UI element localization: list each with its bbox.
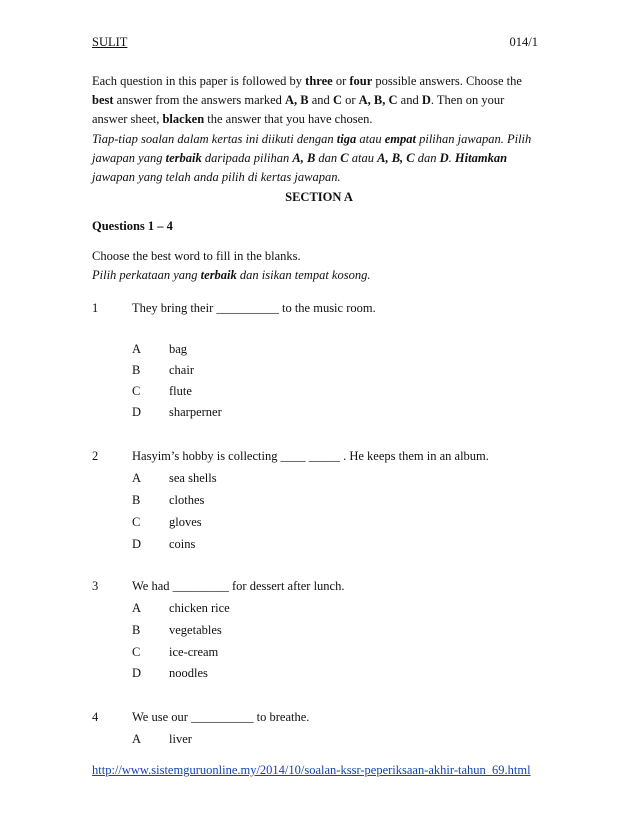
instructions-english: Each question in this paper is followed by three or four possible answers. Choose the best answer from the answers marked A, B and C or A, B, C and D. Then on your answer sheet, blacken the answer that you have chosen. — [92, 74, 522, 126]
option-letter: B — [132, 623, 141, 637]
question-number: 3 — [92, 579, 99, 593]
section-instruction-english: Choose the best word to fill in the blanks. — [92, 249, 301, 263]
option-text: gloves — [169, 515, 202, 529]
section-title: SECTION A — [285, 190, 353, 204]
option-letter: B — [132, 363, 141, 377]
option-text: flute — [169, 384, 192, 398]
option-letter: C — [132, 645, 141, 659]
header-paper-code: 014/1 — [509, 35, 538, 49]
option-text: vegetables — [169, 623, 222, 637]
source-link[interactable]: http://www.sistemguruonline.my/2014/10/soalan-kssr-peperiksaan-akhir-tahun_69.html — [92, 763, 531, 777]
option-text: clothes — [169, 493, 205, 507]
option-letter: A — [132, 732, 142, 746]
option-letter: A — [132, 471, 142, 485]
question-text: We had _________ for dessert after lunch. — [132, 579, 345, 593]
section-instruction-malay: Pilih perkataan yang terbaik dan isikan tempat kosong. — [92, 268, 371, 282]
option-text: sharperner — [169, 405, 222, 419]
option-letter: A — [132, 601, 142, 615]
option-text: sea shells — [169, 471, 217, 485]
option-letter: D — [132, 666, 142, 680]
option-letter: D — [132, 405, 142, 419]
question-text: They bring their __________ to the music room. — [132, 301, 376, 315]
instructions-malay: Tiap-tiap soalan dalam kertas ini diikuti dengan tiga atau empat pilihan jawapan. Pilih jawapan yang terbaik daripada pilihan A, B dan C atau A, B, C dan D. Hitamkan jawapan yang telah anda pilih di kertas jawapan. — [92, 132, 532, 184]
question-number: 4 — [92, 710, 99, 724]
option-text: noodles — [169, 666, 208, 680]
header-label-sulit: SULIT — [92, 35, 128, 49]
option-letter: A — [132, 342, 142, 356]
question-range: Questions 1 – 4 — [92, 219, 173, 233]
option-text: chicken rice — [169, 601, 230, 615]
option-text: liver — [169, 732, 192, 746]
option-text: coins — [169, 537, 196, 551]
option-letter: B — [132, 493, 141, 507]
question-number: 2 — [92, 449, 99, 463]
option-text: chair — [169, 363, 194, 377]
option-text: ice-cream — [169, 645, 219, 659]
question-number: 1 — [92, 301, 99, 315]
question-text: We use our __________ to breathe. — [132, 710, 310, 724]
option-letter: C — [132, 384, 141, 398]
option-text: bag — [169, 342, 188, 356]
option-letter: C — [132, 515, 141, 529]
option-letter: D — [132, 537, 142, 551]
question-text: Hasyim’s hobby is collecting ____ _____ . He keeps them in an album. — [132, 449, 489, 463]
